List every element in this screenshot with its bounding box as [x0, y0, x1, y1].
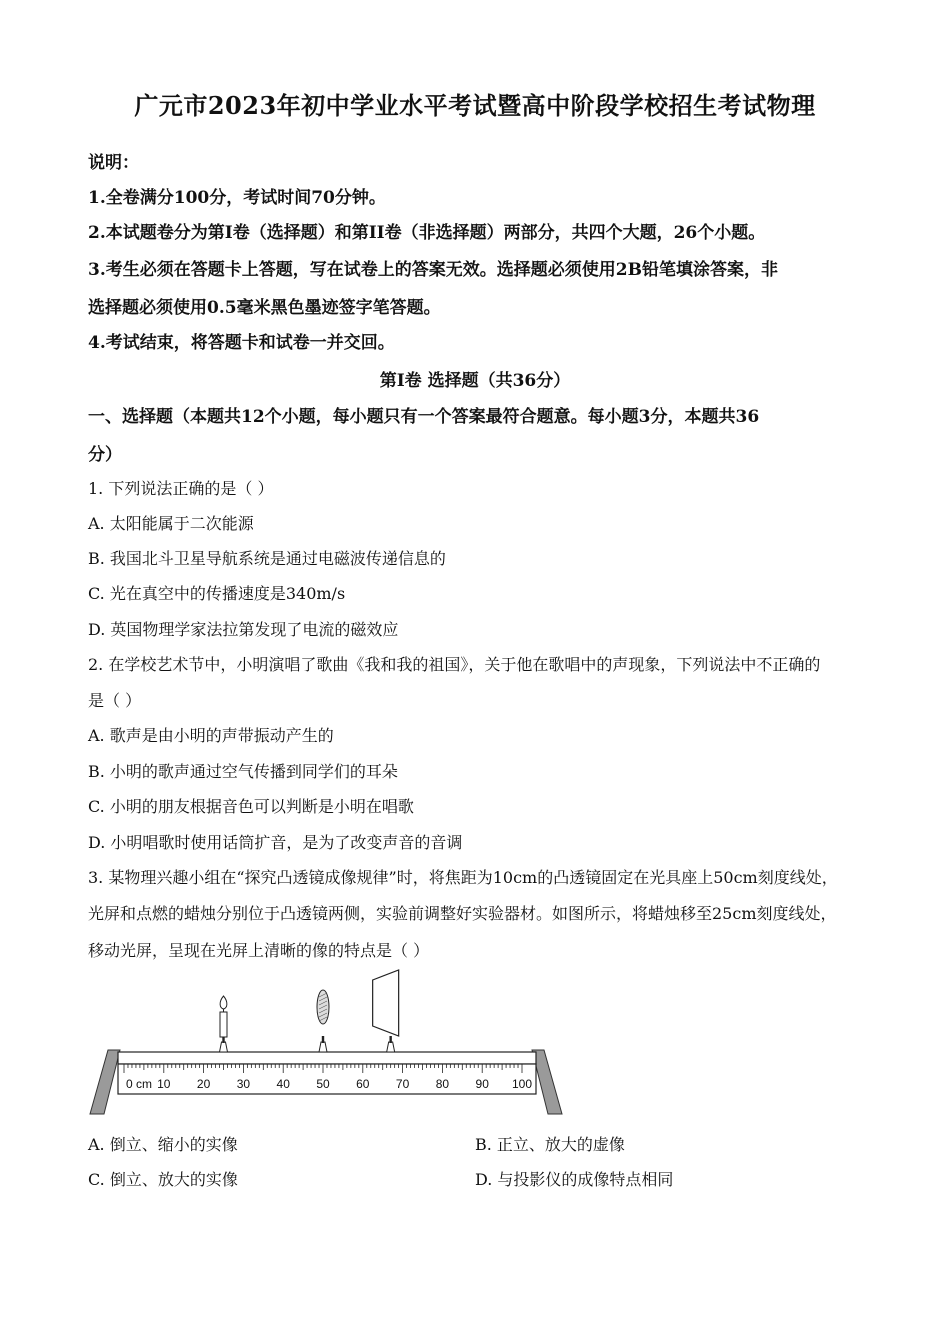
screen-holder	[387, 1042, 395, 1052]
light-screen	[373, 970, 399, 1036]
bench-rail	[118, 1052, 536, 1064]
scale-label: 60	[356, 1077, 370, 1091]
question-1-option-d[interactable]: D. 英国物理学家法拉第发现了电流的磁效应	[88, 620, 399, 639]
scale-label: 70	[395, 1077, 410, 1091]
question-2-stem: 2. 在学校艺术节中，小明演唱了歌曲《我和我的祖国》，关于他在歌唱中的声现象，下列说法中不正确的	[88, 655, 821, 674]
candle-flame	[220, 996, 227, 1009]
note-item-2: 2.本试题卷分为第I卷（选择题）和第II卷（非选择题）两部分，共四个大题，26个小题。	[88, 223, 766, 243]
question-3-option-b[interactable]: B. 正立、放大的虚像	[475, 1135, 625, 1154]
note-item-3: 3.考生必须在答题卡上答题，写在试卷上的答案无效。选择题必须使用2B铅笔填涂答案，非	[88, 260, 778, 280]
part1-title: 第I卷 选择题（共36分）	[379, 371, 571, 391]
candle	[220, 1012, 227, 1037]
question-2-option-a[interactable]: A. 歌声是由小明的声带振动产生的	[88, 726, 334, 745]
question-2-option-b[interactable]: B. 小明的歌声通过空气传播到同学们的耳朵	[88, 762, 398, 781]
scale-label: 30	[236, 1077, 251, 1091]
question-3-stem-cont-2: 移动光屏，呈现在光屏上清晰的像的特点是（ ）	[88, 941, 430, 960]
section1-heading: 一、选择题（本题共12个小题，每小题只有一个答案最符合题意。每小题3分，本题共36	[88, 407, 760, 427]
section1-heading-cont: 分）	[88, 445, 122, 465]
question-1-option-c[interactable]: C. 光在真空中的传播速度是340m/s	[88, 584, 346, 603]
bench-apparatus	[220, 970, 399, 1052]
scale-label: 20	[196, 1077, 211, 1091]
question-1-option-a[interactable]: A. 太阳能属于二次能源	[88, 514, 254, 533]
scale-label: 50	[316, 1077, 330, 1091]
optical-bench-figure	[80, 962, 580, 1122]
lens-holder-post	[322, 1036, 324, 1043]
question-2-option-d[interactable]: D. 小明唱歌时使用话筒扩音，是为了改变声音的音调	[88, 833, 463, 852]
scale-label: 100	[511, 1077, 533, 1091]
question-3-option-c[interactable]: C. 倒立、放大的实像	[88, 1170, 238, 1189]
lens-holder	[319, 1042, 327, 1052]
question-3-stem: 3. 某物理兴趣小组在“探究凸透镜成像规律”时，将焦距为10cm的凸透镜固定在光具座上50cm刻度线处，	[88, 868, 838, 887]
notes-heading: 说明：	[88, 153, 139, 173]
bench-left-leg	[90, 1050, 120, 1114]
scale-label: 10	[157, 1077, 171, 1091]
scale-label: 0 cm	[126, 1077, 153, 1091]
candle-holder	[220, 1042, 228, 1052]
note-item-3-cont: 选择题必须使用0.5毫米黑色墨迹签字笔答题。	[88, 298, 441, 318]
scale-label: 90	[475, 1077, 489, 1091]
scale-label: 80	[435, 1077, 450, 1091]
question-3-option-d[interactable]: D. 与投影仪的成像特点相同	[475, 1170, 674, 1189]
exam-title: 广元市2023年初中学业水平考试暨高中阶段学校招生考试物理	[134, 91, 816, 120]
question-1-option-b[interactable]: B. 我国北斗卫星导航系统是通过电磁波传递信息的	[88, 549, 446, 568]
screen-holder-post	[389, 1036, 391, 1043]
question-1-stem: 1. 下列说法正确的是（ ）	[88, 479, 274, 498]
note-item-4: 4.考试结束，将答题卡和试卷一并交回。	[88, 333, 395, 353]
question-2-option-c[interactable]: C. 小明的朋友根据音色可以判断是小明在唱歌	[88, 797, 414, 816]
question-3-option-a[interactable]: A. 倒立、缩小的实像	[88, 1135, 238, 1154]
scale-label: 40	[276, 1077, 290, 1091]
note-item-1: 1.全卷满分100分，考试时间70分钟。	[88, 188, 386, 208]
question-2-stem-cont: 是（ ）	[88, 691, 142, 710]
question-3-stem-cont-1: 光屏和点燃的蜡烛分别位于凸透镜两侧，实验前调整好实验器材。如图所示，将蜡烛移至25cm刻度线处，	[88, 904, 837, 923]
